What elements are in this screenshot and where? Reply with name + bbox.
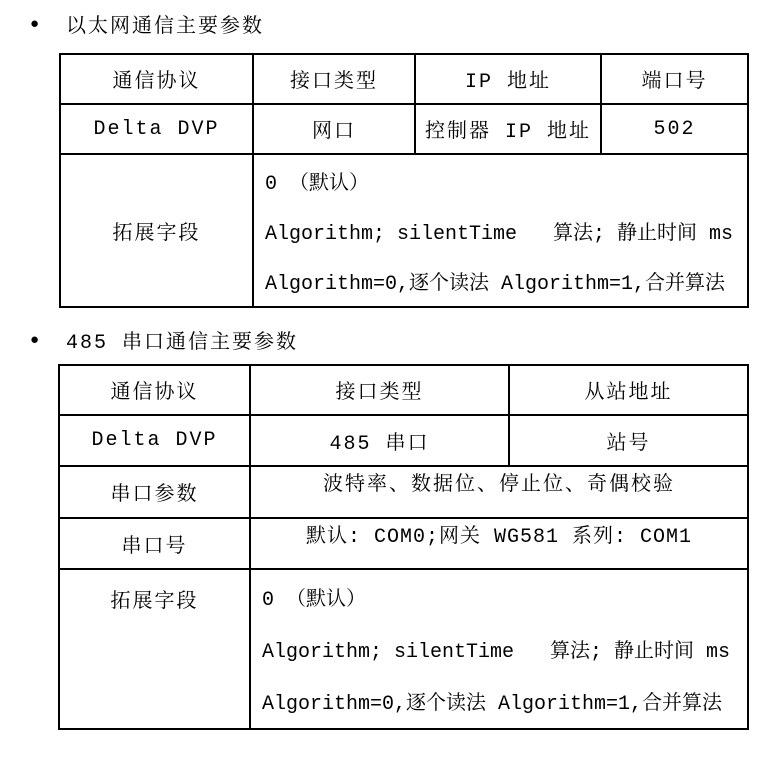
- value-cell-port: 502: [653, 117, 696, 141]
- serial-port-value: 默认: COM0;网关 WG581 系列: COM1: [305, 526, 693, 549]
- table-header-row: [60, 366, 747, 416]
- header-cell-protocol: 通信协议: [61, 55, 254, 103]
- expand-line-default: 0 （默认）: [262, 589, 367, 612]
- header-cell-port: 端口号: [641, 71, 708, 94]
- section-ethernet-heading-text: 以太网通信主要参数: [66, 16, 264, 39]
- value-cell-ip-address: 控制器 IP 地址: [416, 105, 602, 153]
- serial-port-label: 串口号: [60, 519, 251, 568]
- table-row-serial-params: [60, 467, 747, 519]
- serial-params-table: [58, 364, 749, 730]
- value-cell-slave-address: 站号: [606, 432, 651, 456]
- serial-params-value: 波特率、数据位、停止位、奇偶校验: [323, 474, 675, 497]
- header-cell-interface-type: 接口类型: [254, 55, 416, 103]
- value-cell-protocol: Delta DVP: [61, 105, 254, 153]
- table-row-expand-field: [61, 155, 747, 306]
- expand-line-default: 0 （默认）: [265, 172, 370, 196]
- header-cell-ip-address: IP 地址: [416, 55, 602, 103]
- header-cell-interface-type: 接口类型: [251, 366, 510, 414]
- expand-field-content: [254, 155, 747, 306]
- value-cell-interface-type: 485 串口: [251, 416, 510, 465]
- table-header-row: [61, 55, 747, 105]
- expand-line-algorithm-silenttime: Algorithm; silentTime 算法; 静止时间 ms: [265, 222, 734, 246]
- ethernet-params-table: [59, 53, 749, 308]
- expand-field-content: [251, 570, 747, 728]
- section-serial-heading-text: 485 串口通信主要参数: [66, 332, 299, 355]
- expand-line-algorithm-modes: Algorithm=0,逐个读法 Algorithm=1,合并算法: [262, 693, 723, 716]
- value-cell-protocol: Delta DVP: [60, 416, 251, 465]
- table-row-serial-port: [60, 519, 747, 570]
- section-serial-heading: [30, 326, 778, 354]
- table-row: [60, 416, 747, 467]
- serial-params-label: 串口参数: [60, 467, 251, 517]
- expand-line-algorithm-silenttime: Algorithm; silentTime 算法; 静止时间 ms: [262, 641, 731, 664]
- section-ethernet-heading: [30, 10, 778, 38]
- expand-line-algorithm-modes: Algorithm=0,逐个读法 Algorithm=1,合并算法: [265, 272, 726, 296]
- header-cell-protocol: 通信协议: [60, 366, 251, 414]
- expand-field-label: 拓展字段: [61, 155, 254, 306]
- table-row: [61, 105, 747, 155]
- bullet-icon: ●: [30, 331, 40, 349]
- bullet-icon: ●: [30, 15, 40, 33]
- expand-field-label: 拓展字段: [60, 570, 251, 728]
- document-page: [0, 10, 778, 730]
- header-cell-slave-address: 从站地址: [584, 382, 673, 405]
- value-cell-interface-type: 网口: [254, 105, 416, 153]
- table-row-expand-field: [60, 570, 747, 728]
